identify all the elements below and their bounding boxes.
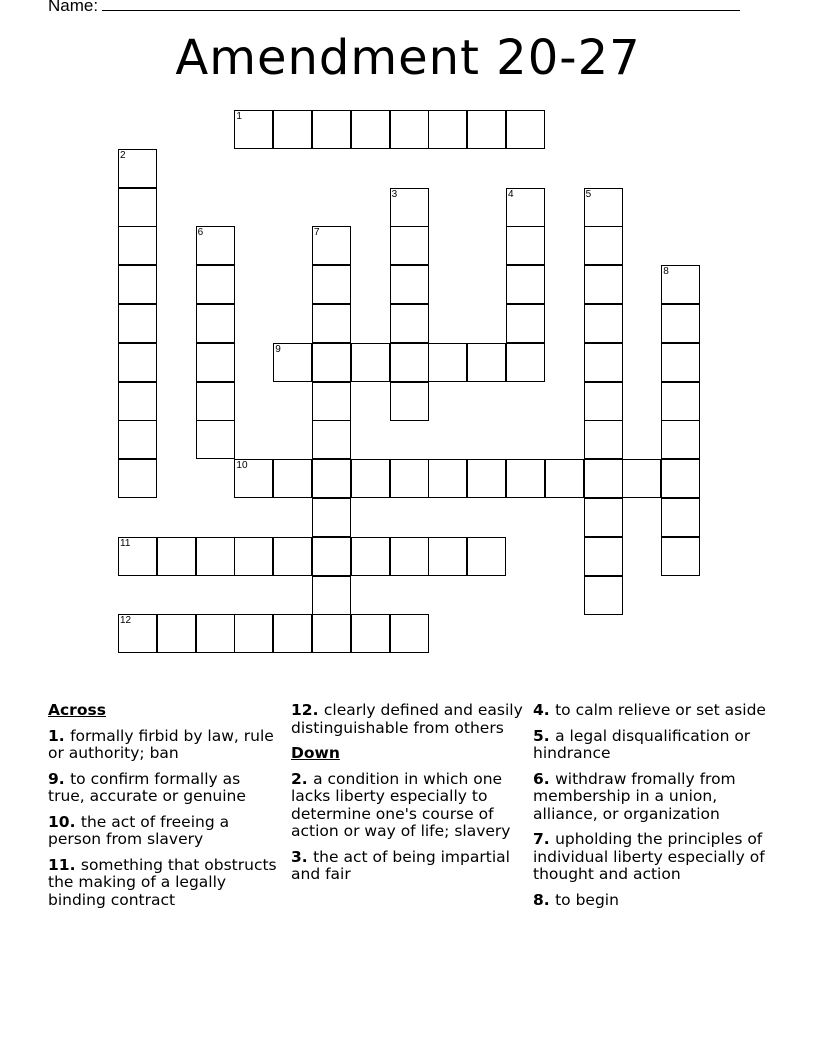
grid-cell[interactable] (390, 304, 429, 343)
grid-cell[interactable] (584, 265, 623, 304)
clue-across-10: 10. the act of freeing a person from slavery (48, 812, 230, 848)
grid-cell[interactable] (506, 188, 545, 227)
grid-cell[interactable] (506, 304, 545, 343)
grid-cell[interactable] (118, 420, 157, 459)
clue-down-2: 2. a condition in which one lacks liberty especially to determine one's course of action or way of life; slavery (291, 769, 511, 840)
clues-column-2 (291, 702, 523, 892)
grid-cell[interactable] (196, 304, 235, 343)
grid-cell[interactable] (584, 537, 623, 576)
grid-cell[interactable] (428, 537, 467, 576)
clue-down-4: 4. to calm relieve or set aside (533, 701, 766, 719)
grid-cell[interactable] (351, 614, 390, 653)
grid-cell[interactable] (661, 537, 700, 576)
grid-cell[interactable] (390, 265, 429, 304)
grid-cell[interactable] (118, 226, 157, 265)
grid-cell[interactable] (312, 343, 351, 382)
grid-cell[interactable] (196, 420, 235, 459)
cell-number: 4 (508, 188, 514, 200)
grid-cell[interactable] (273, 614, 312, 653)
grid-cell[interactable] (390, 188, 429, 227)
grid-cell[interactable] (467, 459, 506, 498)
cell-number: 10 (236, 460, 248, 472)
grid-cell[interactable] (428, 110, 467, 149)
grid-cell[interactable] (196, 226, 235, 265)
grid-cell[interactable] (390, 226, 429, 265)
grid-cell[interactable] (428, 459, 467, 498)
cell-number: 3 (391, 188, 398, 200)
grid-cell[interactable] (661, 459, 700, 498)
grid-cell[interactable] (661, 304, 700, 343)
grid-cell[interactable] (118, 149, 157, 188)
grid-cell[interactable] (506, 265, 545, 304)
grid-cell[interactable] (390, 343, 429, 382)
grid-cell[interactable] (312, 498, 351, 537)
grid-cell[interactable] (196, 614, 235, 653)
grid-cell[interactable] (661, 343, 700, 382)
clues-column-1 (48, 702, 280, 917)
grid-cell[interactable] (312, 537, 351, 576)
name-underline (102, 0, 740, 11)
grid-cell[interactable] (273, 537, 312, 576)
grid-cell[interactable] (467, 110, 506, 149)
grid-cell[interactable] (118, 459, 157, 498)
grid-cell[interactable] (584, 226, 623, 265)
grid-cell[interactable] (312, 304, 351, 343)
grid-cell[interactable] (273, 110, 312, 149)
grid-cell[interactable] (234, 537, 273, 576)
grid-cell[interactable] (312, 420, 351, 459)
grid-cell[interactable] (118, 343, 157, 382)
across-heading: Across (48, 701, 106, 719)
grid-cell[interactable] (584, 304, 623, 343)
grid-cell[interactable] (351, 537, 390, 576)
grid-cell[interactable] (506, 343, 545, 382)
grid-cell[interactable] (118, 265, 157, 304)
grid-cell[interactable] (196, 343, 235, 382)
cell-number: 12 (120, 615, 132, 627)
name-label: Name: (48, 0, 99, 15)
clue-down-8: 8. to begin (533, 890, 619, 909)
grid-cell[interactable] (312, 265, 351, 304)
clue-down-3: 3. the act of being impartial and fair (291, 847, 510, 883)
cell-number: 5 (585, 188, 592, 200)
grid-cell[interactable] (312, 576, 351, 615)
grid-cell[interactable] (234, 459, 273, 498)
grid-cell[interactable] (584, 382, 623, 421)
grid-cell[interactable] (118, 188, 157, 227)
grid-cell[interactable] (390, 459, 429, 498)
grid-cell[interactable] (312, 459, 351, 498)
grid-cell[interactable] (351, 343, 390, 382)
clue-across-9: 9. to confirm formally as true, accurate or genuine (48, 769, 246, 805)
grid-cell[interactable] (428, 343, 467, 382)
grid-cell[interactable] (118, 382, 157, 421)
grid-cell[interactable] (118, 304, 157, 343)
grid-cell[interactable] (312, 614, 351, 653)
grid-cell[interactable] (467, 343, 506, 382)
grid-cell[interactable] (661, 265, 700, 304)
clue-down-7: 7. upholding the principles of individual liberty especially of thought and action (533, 830, 765, 883)
grid-cell[interactable] (234, 110, 273, 149)
grid-cell[interactable] (118, 537, 157, 576)
grid-cell[interactable] (196, 537, 235, 576)
cell-number: 8 (663, 266, 669, 278)
grid-cell[interactable] (661, 420, 700, 459)
grid-cell[interactable] (584, 188, 623, 227)
grid-cell[interactable] (622, 459, 661, 498)
grid-cell[interactable] (390, 614, 429, 653)
clue-down-6: 6. withdraw fromally from membership in a union, alliance, or organization (533, 769, 736, 823)
grid-cell[interactable] (157, 614, 196, 653)
grid-cell[interactable] (584, 576, 623, 615)
grid-cell[interactable] (390, 382, 429, 421)
name-field[interactable] (48, 0, 740, 16)
grid-cell[interactable] (312, 110, 351, 149)
grid-cell[interactable] (351, 459, 390, 498)
grid-cell[interactable] (234, 614, 273, 653)
cell-number: 1 (236, 111, 242, 122)
cell-number: 7 (314, 227, 320, 239)
grid-cell[interactable] (584, 498, 623, 537)
cell-number: 2 (120, 149, 126, 161)
page-title: Amendment 20-27 (175, 30, 641, 86)
grid-cell[interactable] (273, 343, 312, 382)
clue-across-1: 1. formally firbid by law, rule or authority; ban (48, 726, 274, 762)
grid-cell[interactable] (312, 226, 351, 265)
grid-cell[interactable] (506, 459, 545, 498)
grid-cell[interactable] (661, 382, 700, 421)
grid-cell[interactable] (545, 459, 584, 498)
grid-cell[interactable] (584, 343, 623, 382)
cell-number: 9 (275, 343, 281, 355)
grid-cell[interactable] (118, 614, 157, 653)
clue-down-5: 5. a legal disqualification or hindrance (533, 726, 751, 762)
grid-cell[interactable] (351, 110, 390, 149)
cell-number: 11 (120, 537, 131, 549)
grid-cell[interactable] (196, 265, 235, 304)
clue-across-12: 12. clearly defined and easily distinguishable from others (291, 701, 523, 737)
grid-cell[interactable] (390, 537, 429, 576)
grid-cell[interactable] (273, 459, 312, 498)
grid-cell[interactable] (312, 382, 351, 421)
grid-cell[interactable] (506, 226, 545, 265)
down-heading: Down (291, 744, 340, 762)
cell-number: 6 (197, 227, 204, 239)
grid-cell[interactable] (584, 459, 623, 498)
grid-cell[interactable] (196, 382, 235, 421)
grid-cell[interactable] (584, 420, 623, 459)
grid-cell[interactable] (390, 110, 429, 149)
grid-cell[interactable] (157, 537, 196, 576)
grid-cell[interactable] (467, 537, 506, 576)
grid-cell[interactable] (661, 498, 700, 537)
clue-across-11: 11. something that obstructs the making of a legally binding contract (48, 855, 277, 909)
grid-cell[interactable] (506, 110, 545, 149)
clues-column-3 (533, 702, 778, 917)
